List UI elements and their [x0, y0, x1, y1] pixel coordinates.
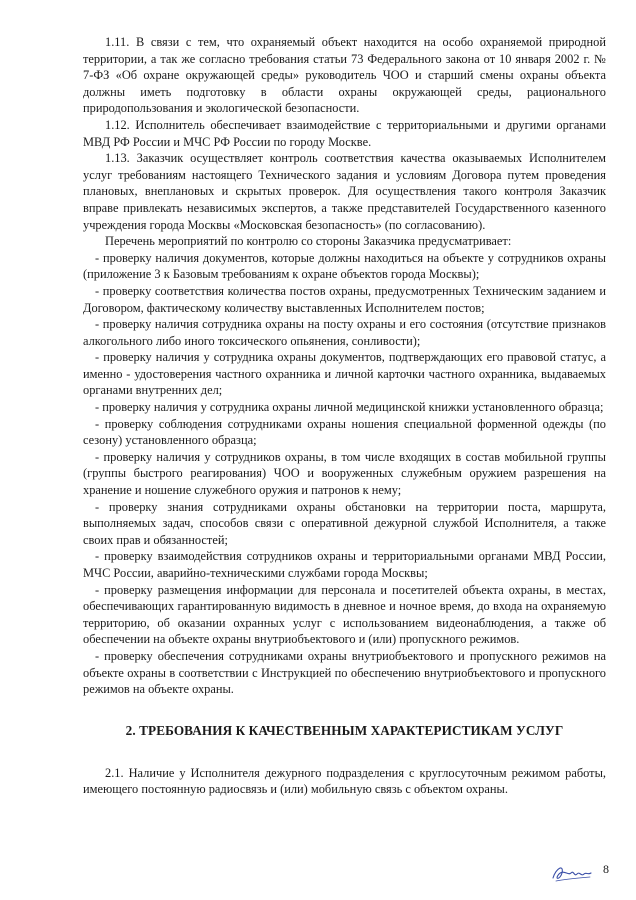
paragraph: 2.1. Наличие у Исполнителя дежурного подразделения с круглосуточным режимом работы, имеющего постоянную радиосвязь и (или) мобильную связь с объектом охраны. [83, 765, 606, 797]
list-item: - проверку соответствия количества постов охраны, предусмотренных Техническим заданием и Договором, фактическому количеству выставленных Исполнителем постов; [83, 283, 606, 315]
list-item: - проверку наличия у сотрудников охраны, в том числе входящих в состав мобильной группы (группы быстрого реагирования) ЧОО и вооруженных служебным оружием разрешения на хранение и ношение служебного оружия и патронов к нему; [83, 449, 606, 498]
paragraph: 1.11. В связи с тем, что охраняемый объект находится на особо охраняемой природной территории, а так же согласно требования статьи 73 Федерального закона от 10 января 2002 г. № 7-ФЗ «Об охране окружающей среды» руководитель ЧОО и старший смены охраны объекта должны иметь подготовку в области охраны окружающей среды, рационального природопользования и экологической безопасности. [83, 35, 606, 116]
document-body-continued [83, 765, 606, 798]
list-item: - проверку обеспечения сотрудниками охраны внутриобъектового и пропускного режимов на объекте охраны в соответствии с Инструкцией по обеспечению внутриобъектового и пропускного режимов на объекте охраны. [83, 648, 606, 697]
list-item: - проверку соблюдения сотрудниками охраны ношения специальной форменной одежды (по сезону) установленного образца; [83, 416, 606, 448]
paragraph: 1.13. Заказчик осуществляет контроль соответствия качества оказываемых Исполнителем услуг требованиям настоящего Технического задания и условиям Договора путем проведения плановых, внеплановых и скрытых проверок. Для осуществления такого контроля Заказчик вправе привлекать независимых экспертов, а также представителей Государственного казенного учреждения города Москвы «Московская безопасность» (по согласованию). [83, 151, 606, 232]
list-item: - проверку наличия документов, которые должны находиться на объекте у сотрудников охраны (приложение 3 к Базовым требованиям к охране объектов города Москвы); [83, 250, 606, 282]
paragraph: 1.12. Исполнитель обеспечивает взаимодействие с территориальными и другими органами МВД РФ России и МЧС РФ России по городу Москве. [83, 117, 606, 149]
paragraph: Перечень мероприятий по контролю со стороны Заказчика предусматривает: [105, 234, 512, 249]
list-item: - проверку наличия сотрудника охраны на посту охраны и его состояния (отсутствие признаков алкогольного либо иного токсического опьянения, сонливости); [83, 317, 606, 348]
list-item: - проверку размещения информации для персонала и посетителей объекта охраны, в местах, обеспечивающих гарантированную видимость в дневное и ночное время, до входа на охраняемую территорию, об оказании охранных услуг с использованием видеонаблюдения, а также об обеспечении на объекте охраны внутриобъектового и (или) пропускного режимов. [83, 582, 606, 647]
list-item: - проверку взаимодействия сотрудников охраны и территориальными органами МВД России, МЧС России, аварийно-техническими службами города Москвы; [83, 549, 606, 580]
document-body [83, 34, 606, 698]
list-item: - проверку наличия у сотрудника охраны документов, подтверждающих его правовой статус, а именно - удостоверения частного охранника и личной карточки частного охранника, выдаваемых органами внутренних дел; [83, 350, 606, 398]
list-item: - проверку знания сотрудниками охраны обстановки на территории поста, маршрута, выполняемых задач, способов связи с оперативной дежурной службой Исполнителя, а также своих прав и обязанностей; [83, 499, 606, 547]
list-item: - проверку наличия у сотрудника охраны личной медицинской книжки установленного образца; [95, 400, 604, 415]
section-heading: 2. ТРЕБОВАНИЯ К КАЧЕСТВЕННЫМ ХАРАКТЕРИСТИКАМ УСЛУГ [125, 722, 564, 738]
page-number: 8 [603, 862, 609, 876]
signature-icon [550, 860, 594, 884]
